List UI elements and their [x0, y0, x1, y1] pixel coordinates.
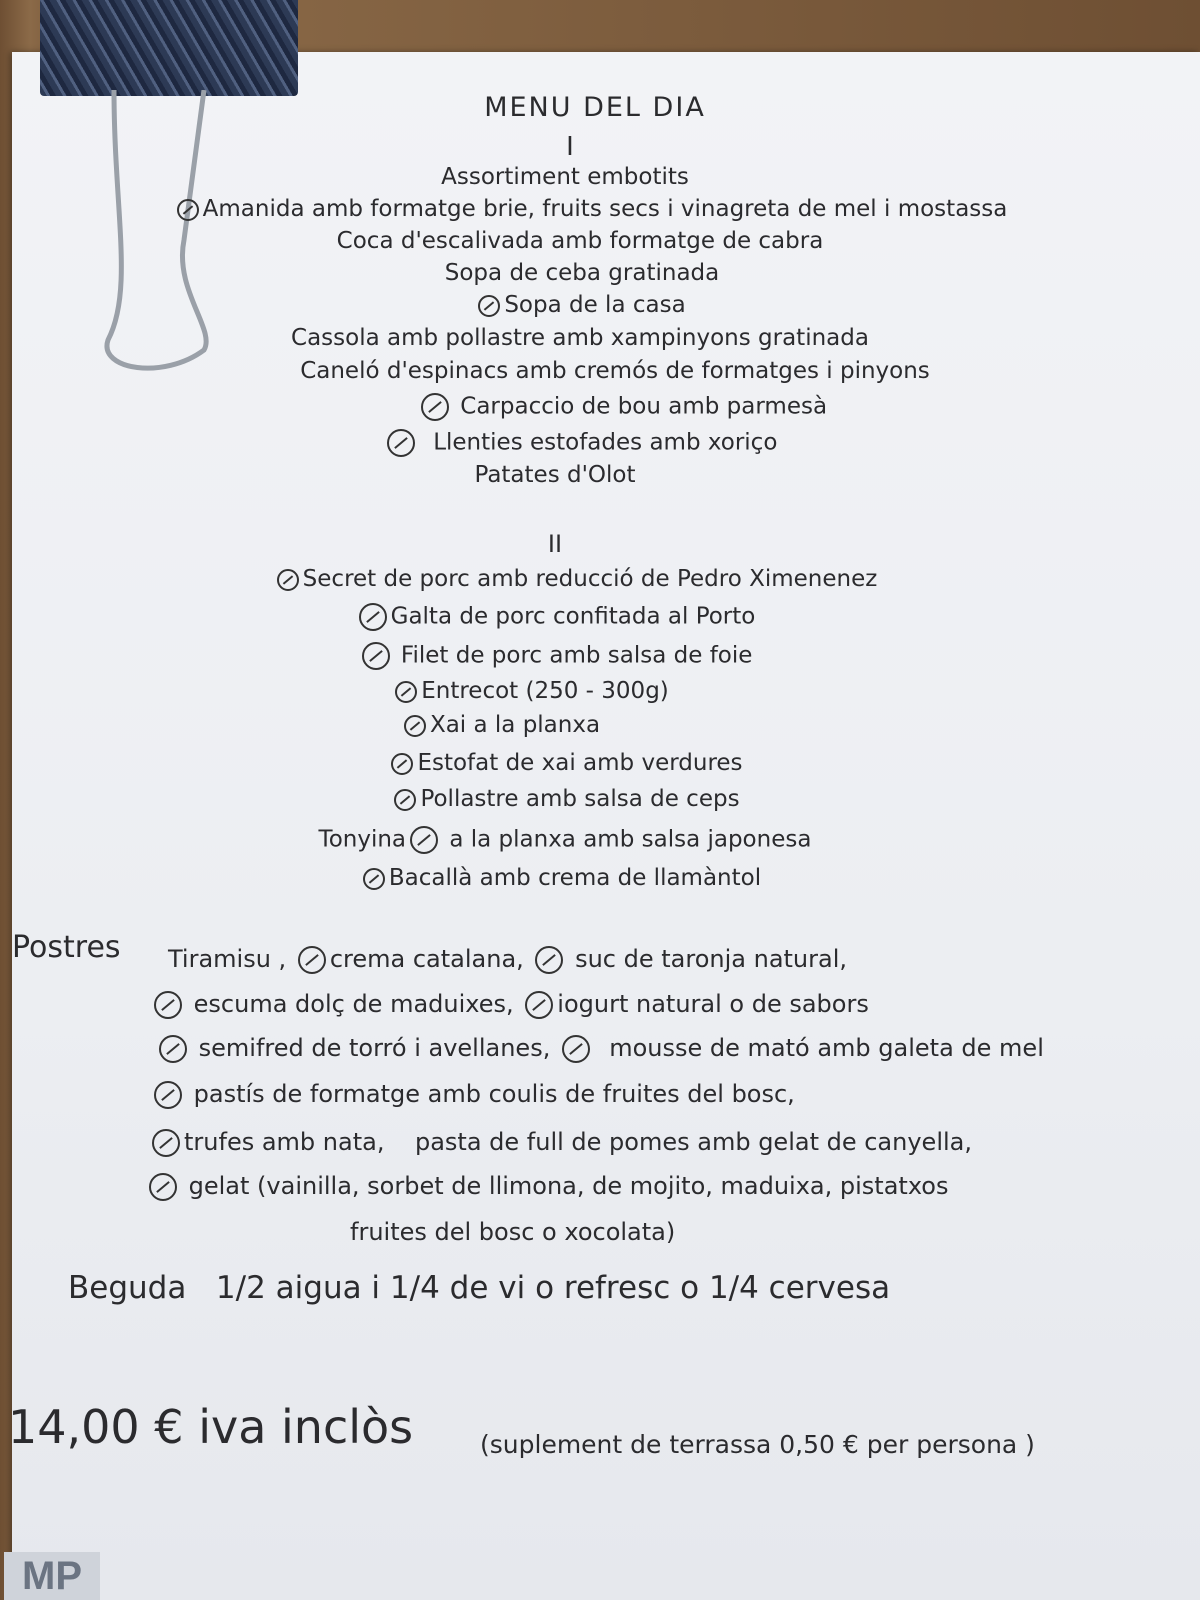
terrace-supplement: (suplement de terrassa 0,50 € per persona ): [480, 1430, 1035, 1459]
gluten-free-icon: [363, 868, 385, 890]
dish-item: Xai a la planxa: [0, 712, 1100, 738]
gluten-free-icon: [391, 753, 413, 775]
dish-item: Estofat de xai amb verdures: [0, 750, 1165, 776]
dish-item: Secret de porc amb reducció de Pedro Ximenenez: [0, 566, 1175, 592]
brand-logo: MP: [4, 1552, 100, 1600]
gluten-free-icon: [359, 603, 387, 631]
dish-item: Entrecot (250 - 300g): [0, 678, 1130, 704]
dish-item: Sopa de ceba gratinada: [444, 260, 720, 286]
dish-item: Tonyina a la planxa amb salsa japonesa: [318, 826, 812, 853]
dessert-line: gelat (vainilla, sorbet de llimona, de mojito, maduixa, pistatxos: [145, 1172, 948, 1201]
gluten-free-icon: [395, 681, 417, 703]
gluten-free-icon: [152, 1129, 180, 1157]
postres-label: Postres: [12, 930, 121, 965]
gluten-free-icon: [394, 789, 416, 811]
dessert-line: semifred de torró i avellanes, mousse de mató amb galeta de mel: [155, 1034, 1044, 1063]
gluten-free-icon: [410, 826, 438, 854]
gluten-free-icon: [562, 1035, 590, 1063]
dish-item: Bacallà amb crema de llamàntol: [0, 865, 1160, 891]
menu-title: MENU DEL DIA: [484, 92, 706, 123]
gluten-free-icon: [404, 715, 426, 737]
dish-item: Caneló d'espinacs amb cremós de formatges i pinyons: [300, 358, 930, 384]
dish-item: Assortiment embotits: [441, 164, 689, 190]
gluten-free-icon: [177, 199, 199, 221]
dessert-line: trufes amb nata, pasta de full de pomes amb gelat de canyella,: [148, 1128, 972, 1157]
drink-text: 1/2 aigua i 1/4 de vi o refresc o 1/4 cervesa: [215, 1270, 891, 1306]
dish-item: Coca d'escalivada amb formatge de cabra: [336, 228, 824, 254]
dish-item: Amanida amb formatge brie, fruits secs i vinagreta de mel i mostassa: [0, 196, 1190, 222]
dish-item: Llenties estofades amb xoriço: [0, 429, 1180, 457]
dessert-line: fruites del bosc o xocolata): [350, 1218, 676, 1246]
dish-item: Patates d'Olot: [474, 462, 636, 488]
menu-price: 14,00 € iva inclòs: [8, 1400, 414, 1454]
section-ii-label: II: [547, 530, 563, 558]
dish-item: Pollastre amb salsa de ceps: [0, 786, 1165, 812]
dish-item: Cassola amb pollastre amb xampinyons gratinada: [291, 325, 869, 351]
dish-item: Sopa de la casa: [0, 292, 1180, 318]
drink-line: [68, 1270, 890, 1306]
dish-item: Galta de porc confitada al Porto: [0, 603, 1155, 631]
gluten-free-icon: [525, 991, 553, 1019]
gluten-free-icon: [478, 295, 500, 317]
gluten-free-icon: [387, 429, 415, 457]
dish-item: Carpaccio de bou amb parmesà: [22, 393, 1200, 421]
gluten-free-icon: [535, 946, 563, 974]
drink-label: Beguda: [68, 1270, 187, 1306]
gluten-free-icon: [277, 569, 299, 591]
dessert-line: Tiramisu , crema catalana, suc de taronja natural,: [168, 945, 848, 973]
dish-item: Filet de porc amb salsa de foie: [0, 642, 1155, 670]
dessert-line: pastís de formatge amb coulis de fruites del bosc,: [150, 1080, 795, 1109]
gluten-free-icon: [298, 946, 326, 974]
gluten-free-icon: [421, 393, 449, 421]
gluten-free-icon: [159, 1035, 187, 1063]
gluten-free-icon: [149, 1173, 177, 1201]
binder-clip: [40, 0, 298, 96]
gluten-free-icon: [362, 642, 390, 670]
gluten-free-icon: [154, 991, 182, 1019]
gluten-free-icon: [154, 1081, 182, 1109]
dessert-line: escuma dolç de maduixes, iogurt natural o de sabors: [150, 990, 869, 1019]
section-i-label: I: [566, 132, 574, 162]
